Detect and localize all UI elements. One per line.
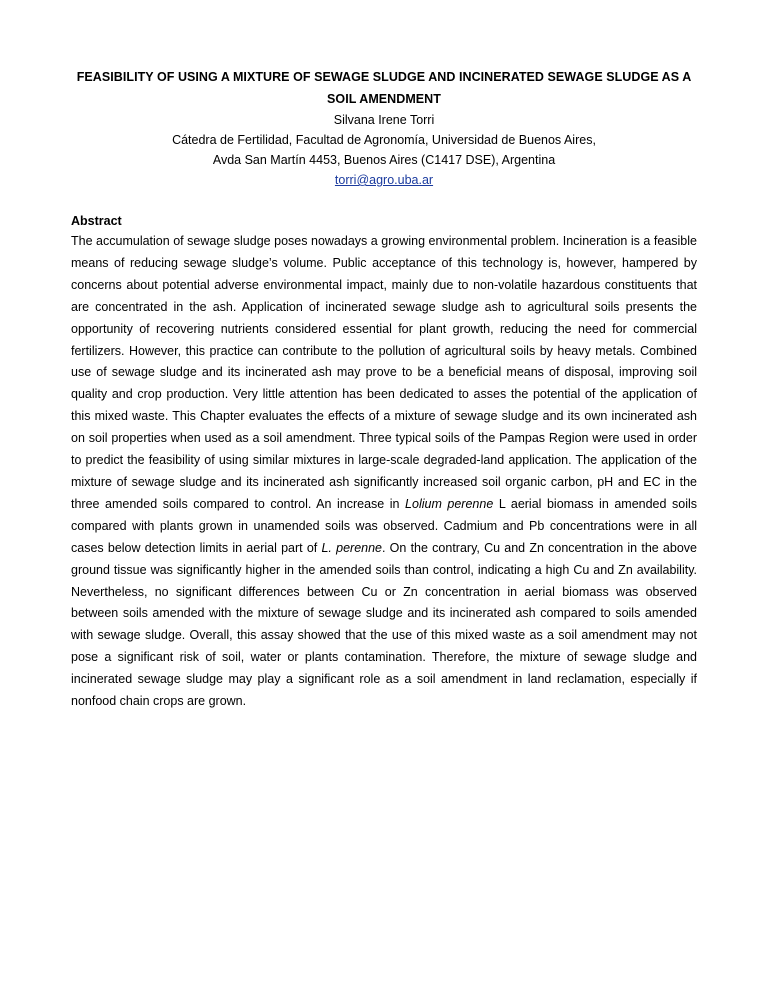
author-email-link[interactable]: torri@agro.uba.ar <box>334 173 434 187</box>
affiliation-line-1: Cátedra de Fertilidad, Facultad de Agronomía, Universidad de Buenos Aires, <box>172 133 596 147</box>
species-name-l-perenne: L. perenne <box>321 540 382 555</box>
email-line <box>71 170 697 190</box>
abstract-heading: Abstract <box>71 214 122 228</box>
abstract-text-part-3: . On the contrary, Cu and Zn concentration in the above ground tissue was significantly higher in the amended soils than control, indicating a high Cu and Zn availability. Nevertheless, no significant differences between Cu or Zn concentration in aerial biomass was observed between soils amended with the mixture of sewage sludge and its incinerated ash compared to soils amended with sewage sludge. Overall, this assay showed that the use of this mixed waste as a soil amendment may not pose a significant risk of soil, water or plants contamination. Therefore, the mixture of sewage sludge and incinerated sewage sludge may play a significant role as a soil amendment in land reclamation, especially if nonfood chain crops are grown. <box>71 540 697 709</box>
author-name: Silvana Irene Torri <box>333 113 435 127</box>
species-name-lolium: Lolium perenne <box>405 496 494 511</box>
abstract-text-part-2: L aerial biomass in amended soils compared with plants grown in unamended soils was observed. Cadmium and Pb concentrations were in all cases below detection limits in aerial part of <box>71 496 697 555</box>
paper-title: FEASIBILITY OF USING A MIXTURE OF SEWAGE SLUDGE AND INCINERATED SEWAGE SLUDGE AS A SOIL AMENDMENT <box>76 70 692 106</box>
abstract-text-part-1: The accumulation of sewage sludge poses nowadays a growing environmental problem. Incineration is a feasible means of reducing sewage sludge’s volume. Public acceptance of this technology is, however, hampered by concerns about potential adverse environmental impact, mainly due to non-volatile hazardous constituents that are concentrated in the ash. Application of incinerated sewage sludge ash to agricultural soils presents the opportunity of recovering nutrients considered essential for plant growth, reducing the need for commercial fertilizers. However, this practice can contribute to the pollution of agricultural soils by heavy metals. Combined use of sewage sludge and its incinerated ash may prove to be a beneficial means of disposal, improving soil quality and crop production. Very little attention has been dedicated to asses the potential of the application of this mixed waste. This Chapter evaluates the effects of a mixture of sewage sludge and its own incinerated ash on soil properties when used as a soil amendment. Three typical soils of the Pampas Region were used in order to predict the feasibility of using similar mixtures in large-scale degraded-land application. The application of the mixture of sewage sludge and its incinerated ash significantly increased soil organic carbon, pH and EC in the three amended soils compared to control. An increase in <box>71 234 697 511</box>
abstract-body <box>71 231 697 713</box>
affiliation-line-2: Avda San Martín 4453, Buenos Aires (C1417 DSE), Argentina <box>212 153 556 167</box>
